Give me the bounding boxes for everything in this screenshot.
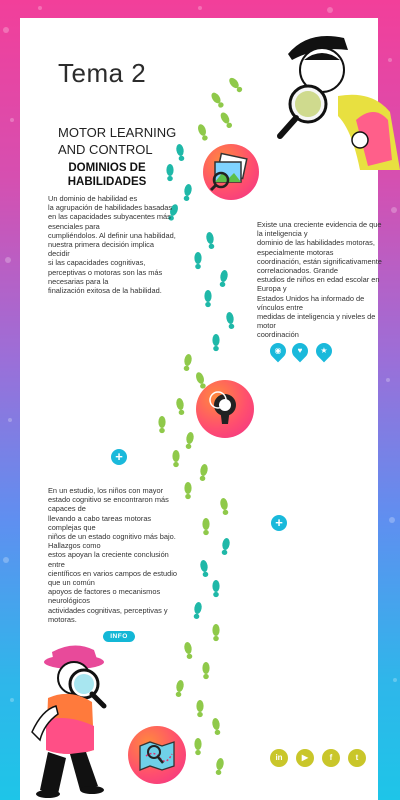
footprint — [225, 311, 235, 329]
footprint — [210, 91, 226, 109]
footprint — [212, 580, 219, 597]
paragraph-3: En un estudio, los niños con mayor estado cognitivo se encontraron más capaces de llevando a cabo tareas motoras complejas que niños de un estado cognitivo más bajo. Hallazgos como estos apoyan la creciente conclusión entre científicos en varios campos de estudio que un común apoyos de factores o mecanismos neurológicos actividades cognitivas, perceptivas y motoras. — [48, 486, 177, 624]
footprint — [183, 641, 193, 659]
footprint — [196, 700, 203, 717]
paragraph-1: Un dominio de habilidad es la agrupación de habilidades basadas en las capacidades subyacentes más esenciales para cumpliéndolos. Al definir una habilidad, nuestra primera decisión implica decidir si las capacidades cognitivas, perceptivas o motoras son las más necesarias para la finalización exitosa de la habilidad. — [48, 194, 176, 296]
eye-icon: ◉ — [274, 346, 282, 355]
footprint — [202, 518, 209, 535]
footprint — [199, 463, 209, 481]
footprint — [212, 334, 219, 351]
footprint — [204, 290, 211, 307]
footprint — [227, 76, 244, 94]
keyhole-icon — [196, 380, 254, 438]
expand-plus-button-1[interactable]: + — [111, 449, 127, 465]
footprint — [158, 416, 165, 433]
footprint — [183, 353, 193, 371]
map-icon — [128, 726, 186, 784]
footprint — [219, 269, 229, 287]
footprint — [175, 679, 185, 697]
footprint — [199, 559, 209, 577]
keyhole-circle[interactable] — [196, 380, 254, 438]
footprint — [202, 662, 209, 679]
eye-pin[interactable] — [267, 340, 290, 363]
youtube-icon[interactable]: ▶ — [296, 749, 314, 767]
photos-circle[interactable] — [203, 144, 259, 200]
twitter-icon[interactable]: t — [348, 749, 366, 767]
linkedin-icon[interactable]: in — [270, 749, 288, 767]
footprint — [194, 738, 201, 755]
heart-pin[interactable] — [289, 340, 312, 363]
footprint — [212, 624, 219, 641]
subtitle: MOTOR LEARNING AND CONTROL — [58, 125, 177, 157]
footprint — [185, 431, 195, 449]
footprint — [219, 111, 234, 129]
footprint — [221, 537, 231, 555]
star-icon: ★ — [320, 346, 328, 355]
footprint — [215, 757, 225, 775]
footprint — [205, 231, 215, 249]
explorer-character-bottom — [18, 640, 128, 800]
footprint — [175, 397, 185, 415]
section-title: DOMINIOS DE HABILIDADES — [67, 162, 147, 188]
expand-plus-button-2[interactable]: + — [271, 515, 287, 531]
info-button[interactable]: INFO — [103, 631, 135, 642]
footprint — [172, 450, 179, 467]
footprint — [194, 252, 201, 269]
explorer-character-top — [268, 20, 400, 170]
star-pin[interactable] — [313, 340, 336, 363]
footprint — [211, 717, 221, 735]
photos-icon — [203, 144, 259, 200]
map-circle[interactable] — [128, 726, 186, 784]
facebook-icon[interactable]: f — [322, 749, 340, 767]
footprint — [219, 497, 229, 515]
footprint — [197, 123, 210, 142]
heart-icon: ♥ — [297, 346, 303, 355]
page-title: Tema 2 — [58, 58, 147, 88]
footprint — [166, 164, 173, 181]
paragraph-2: Existe una creciente evidencia de que la inteligencia y dominio de las habilidades motoras, especialmente motoras coordinación, están significativamente correlacionados. Grande estudios de niños en edad escolar en Europa y Estados Unidos ha informado de vínculos entre medidas de inteligencia y niveles de motor coordinación — [257, 220, 382, 340]
